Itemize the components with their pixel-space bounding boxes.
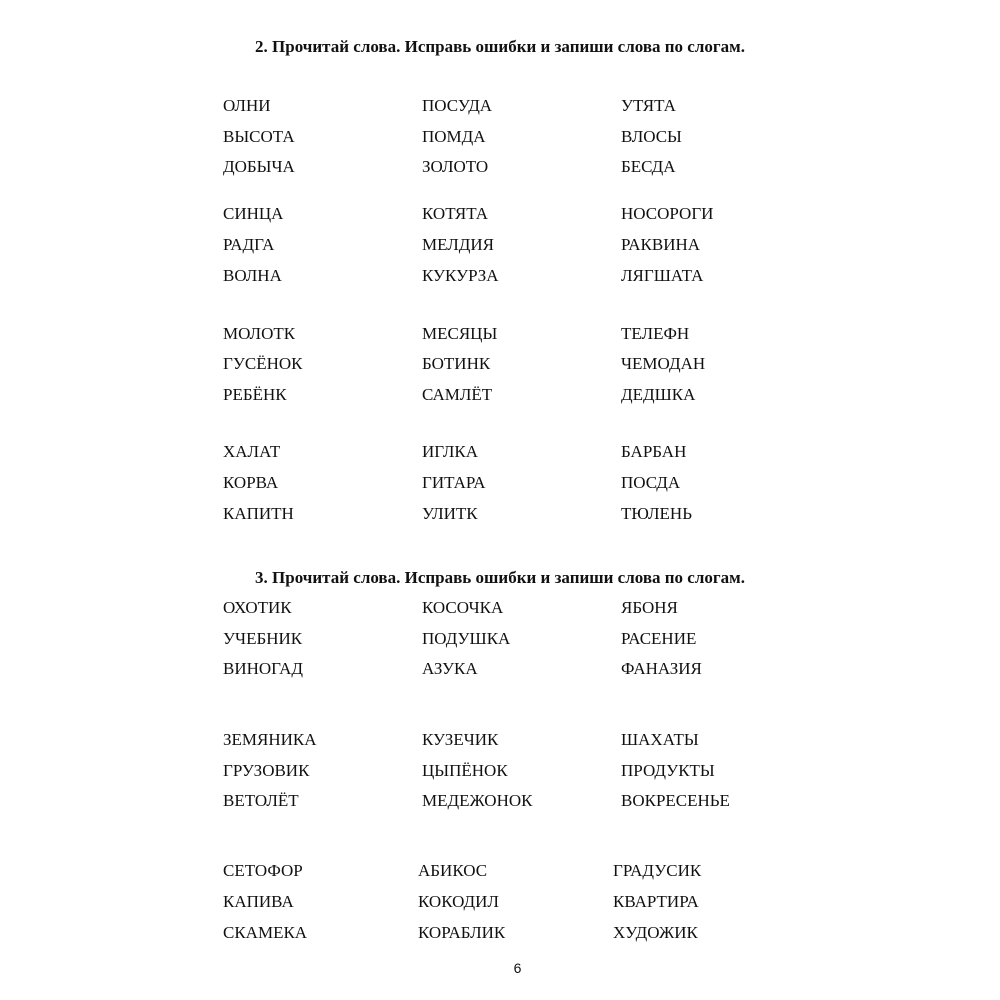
word: УТЯТА	[621, 96, 676, 115]
word: РАКВИНА	[621, 235, 701, 254]
word: КОКОДИЛ	[418, 892, 499, 911]
word: ЗЕМЯНИКА	[223, 730, 317, 749]
page-number: 6	[513, 960, 522, 976]
word: ЦЫПЁНОК	[422, 761, 508, 780]
word: АЗУКА	[422, 659, 478, 678]
word: ТЕЛЕФН	[621, 324, 690, 343]
word: ТЮЛЕНЬ	[621, 504, 692, 523]
word: ЛЯГШАТА	[621, 266, 704, 285]
word: ПОДУШКА	[422, 629, 511, 648]
word: РАДГА	[223, 235, 275, 254]
word: САМЛЁТ	[422, 385, 493, 404]
word: ВЕТОЛЁТ	[223, 791, 299, 810]
word: МОЛОТК	[223, 324, 296, 343]
word: ОЛНИ	[223, 96, 271, 115]
word: БОТИНК	[422, 354, 491, 373]
word: ВЫСОТА	[223, 127, 295, 146]
word: СИНЦА	[223, 204, 284, 223]
word: ВОКРЕСЕНЬЕ	[621, 791, 730, 810]
word: НОСОРОГИ	[621, 204, 714, 223]
word: БАРБАН	[621, 442, 687, 461]
word: МЕДЕЖОНОК	[422, 791, 533, 810]
word: КАПИТН	[223, 504, 294, 523]
word: КУЗЕЧИК	[422, 730, 499, 749]
heading-exercise-3: 3. Прочитай слова. Исправь ошибки и запиши слова по слогам.	[255, 568, 745, 587]
word: КОТЯТА	[422, 204, 489, 223]
word: КАПИВА	[223, 892, 294, 911]
heading-exercise-2: 2. Прочитай слова. Исправь ошибки и запиши слова по слогам.	[255, 37, 745, 56]
word: ГРАДУСИК	[613, 861, 702, 880]
word: МЕСЯЦЫ	[422, 324, 498, 343]
word: ФАНАЗИЯ	[621, 659, 702, 678]
word: РЕБЁНК	[223, 385, 287, 404]
word: БЕСДА	[621, 157, 676, 176]
word: КОРВА	[223, 473, 279, 492]
word: РАСЕНИЕ	[621, 629, 697, 648]
word: МЕЛДИЯ	[422, 235, 495, 254]
word: ВИНОГАД	[223, 659, 304, 678]
word: ЗОЛОТО	[422, 157, 489, 176]
word: ЧЕМОДАН	[621, 354, 706, 373]
word: ВОЛНА	[223, 266, 282, 285]
word: АБИКОС	[418, 861, 488, 880]
word: ГУСЁНОК	[223, 354, 303, 373]
word: ПОМДА	[422, 127, 486, 146]
word: ПОСУДА	[422, 96, 493, 115]
word: ЯБОНЯ	[621, 598, 678, 617]
word: КОРАБЛИК	[418, 923, 506, 942]
word: ВЛОСЫ	[621, 127, 682, 146]
word: КВАРТИРА	[613, 892, 699, 911]
word: ДОБЫЧА	[223, 157, 295, 176]
word: УЛИТК	[422, 504, 478, 523]
word: ХУДОЖИК	[613, 923, 698, 942]
word: СКАМЕКА	[223, 923, 308, 942]
word: ОХОТИК	[223, 598, 292, 617]
word: УЧЕБНИК	[223, 629, 303, 648]
word: ДЕДШКА	[621, 385, 696, 404]
word: КОСОЧКА	[422, 598, 504, 617]
word: СЕТОФОР	[223, 861, 303, 880]
word: ХАЛАТ	[223, 442, 281, 461]
word: ПОСДА	[621, 473, 681, 492]
word: КУКУРЗА	[422, 266, 499, 285]
word: ГРУЗОВИК	[223, 761, 310, 780]
word: ПРОДУКТЫ	[621, 761, 715, 780]
word: ГИТАРА	[422, 473, 486, 492]
word: ИГЛКА	[422, 442, 478, 461]
word: ШАХАТЫ	[621, 730, 699, 749]
